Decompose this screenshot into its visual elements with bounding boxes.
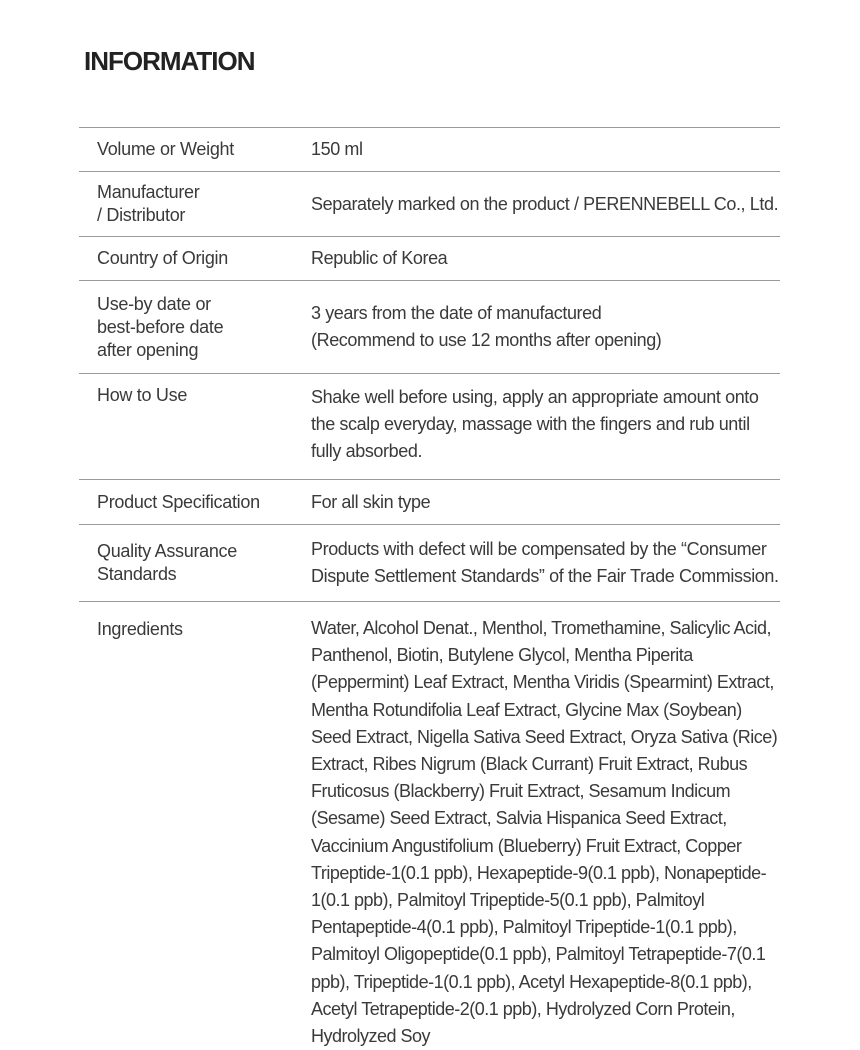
row-label: Product Specification: [97, 491, 260, 512]
row-label: Ingredients: [97, 619, 183, 639]
row-value: 3 years from the date of manufactured (Recommend to use 12 months after opening): [311, 303, 662, 350]
table-row-ingredients: [79, 602, 780, 1050]
row-label: Quality Assurance Standards: [97, 541, 237, 584]
row-label: Use-by date or best-before date after opening: [97, 293, 224, 360]
information-table: [79, 127, 780, 1050]
table-row-use-by-date: [79, 281, 780, 374]
row-label: Manufacturer / Distributor: [97, 182, 200, 225]
table-row-volume: [79, 128, 780, 172]
row-value: Republic of Korea: [311, 248, 448, 268]
row-value: For all skin type: [311, 491, 431, 512]
row-value: Shake well before using, apply an appropriate amount onto the scalp everyday, massage with the fingers and rub until fully absorbed.: [311, 387, 759, 461]
table-row-country-of-origin: [79, 237, 780, 281]
row-value: Products with defect will be compensated by the “Consumer Dispute Settlement Standards” of the Fair Trade Commission.: [311, 539, 779, 586]
page-title: INFORMATION: [84, 46, 255, 76]
table-row-product-specification: [79, 480, 780, 525]
row-value: Separately marked on the product / PERENNEBELL Co., Ltd.: [311, 193, 779, 214]
row-label: Country of Origin: [97, 248, 228, 268]
row-value: 150 ml: [311, 139, 363, 159]
row-label: How to Use: [97, 385, 188, 405]
table-row-how-to-use: [79, 374, 780, 480]
row-value: Water, Alcohol Denat., Menthol, Tromethamine, Salicylic Acid, Panthenol, Biotin, Butylene Glycol, Mentha Piperita (Peppermint) Leaf Extract, Mentha Viridis (Spearmint) Extract, Mentha Rotundifolia Leaf Extract, Glycine Max (Soybean) Seed Extract, Nigella Sativa Seed Extract, Oryza Sativa (Rice) Extract, Ribes Nigrum (Black Currant) Fruit Extract, Rubus Fruticosus (Blackberry) Fruit Extract, Sesamum Indicum (Sesame) Seed Extract, Salvia Hispanica Seed Extract, Vaccinium Angustifolium (Blueberry) Fruit Extract, Copper Tripeptide-1(0.1 ppb), Hexapeptide-9(0.1 ppb), Nonapeptide-1(0.1 ppb), Palmitoyl Tripeptide-5(0.1 ppb), Palmitoyl Pentapeptide-4(0.1 ppb), Palmitoyl Tripeptide-1(0.1 ppb), Palmitoyl Oligopeptide(0.1 ppb), Palmitoyl Tetrapeptide-7(0.1 ppb), Tripeptide-1(0.1 ppb), Acetyl Hexapeptide-8(0.1 ppb), Acetyl Tetrapeptide-2(0.1 ppb), Hydrolyzed Corn Protein, Hydrolyzed Soy: [311, 618, 778, 1047]
table-row-quality-assurance: [79, 525, 780, 602]
table-row-manufacturer: [79, 172, 780, 237]
row-label: Volume or Weight: [97, 139, 234, 159]
